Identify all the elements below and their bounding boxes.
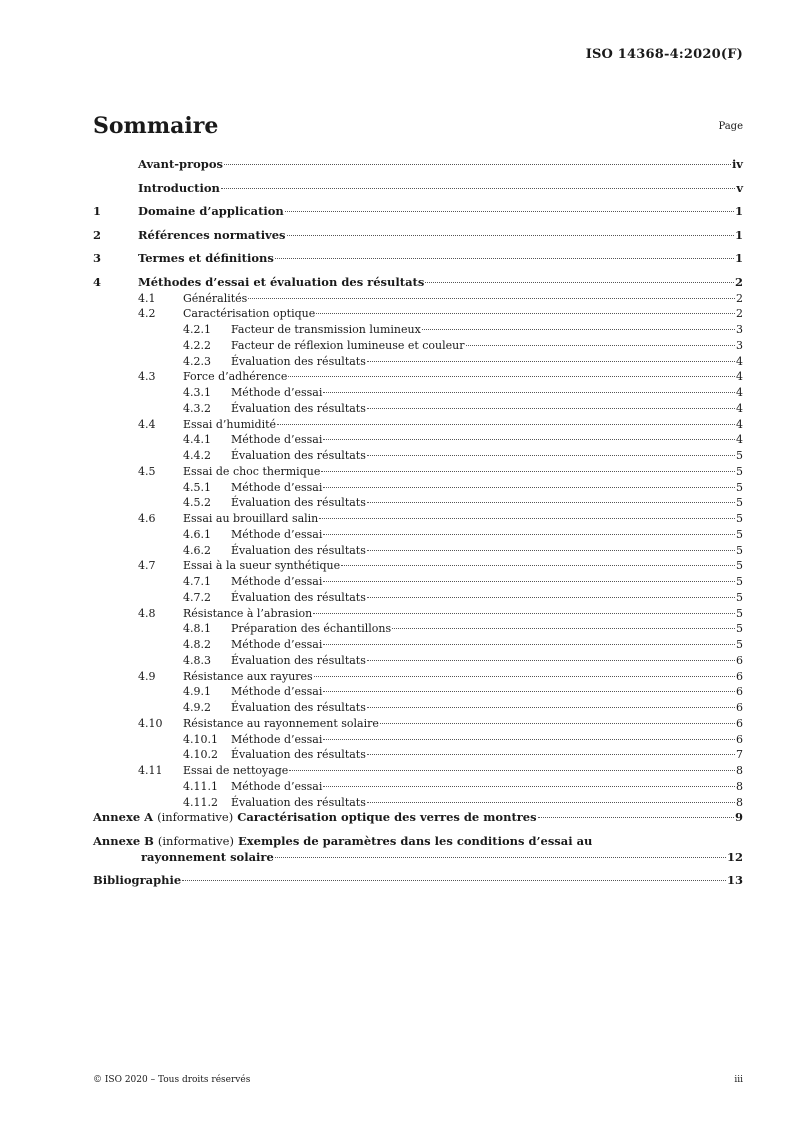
toc-leader-dots — [277, 424, 735, 425]
toc-annex-entry[interactable] — [93, 810, 743, 826]
table-of-contents — [93, 157, 743, 889]
toc-entry[interactable] — [93, 369, 743, 385]
toc-leader-dots — [367, 802, 735, 803]
toc-entry[interactable] — [93, 464, 743, 480]
toc-entry[interactable] — [93, 653, 743, 669]
toc-entry-page: 5 — [736, 480, 743, 494]
toc-leader-dots — [275, 258, 734, 259]
toc-entry[interactable] — [93, 558, 743, 574]
toc-annex-prefix: Annexe A — [93, 810, 154, 825]
toc-entry-title: Méthodes d’essai et évaluation des résultats — [138, 274, 425, 289]
toc-entry-number: 4.1 — [138, 291, 156, 305]
toc-entry-number: 4.3 — [138, 370, 156, 384]
toc-entry[interactable] — [93, 480, 743, 496]
toc-entry-title: Méthode d’essai — [231, 527, 323, 541]
page-column-label: Page — [718, 121, 743, 132]
toc-entry[interactable] — [93, 716, 743, 732]
toc-leader-dots — [367, 597, 735, 598]
toc-entry-page: 6 — [736, 685, 743, 699]
toc-annex-heading — [93, 810, 537, 826]
toc-entry-title: Introduction — [138, 180, 220, 195]
toc-entry-number: 3 — [93, 251, 102, 266]
toc-entry-title: Méthode d’essai — [231, 638, 323, 652]
toc-entry[interactable] — [93, 251, 743, 267]
toc-entry-number: 2 — [93, 227, 102, 242]
toc-leader-dots — [316, 313, 735, 314]
toc-entry[interactable] — [93, 432, 743, 448]
toc-leader-dots — [380, 723, 735, 724]
toc-leader-dots — [367, 408, 735, 409]
toc-entry[interactable] — [93, 322, 743, 338]
toc-entry-page: 6 — [736, 732, 743, 746]
toc-entry-page: 8 — [736, 795, 743, 809]
toc-entry-title: Évaluation des résultats — [231, 496, 366, 510]
toc-entry-title: Résistance à l’abrasion — [183, 606, 313, 620]
toc-annex-title: Caractérisation optique des verres de montres — [237, 810, 537, 825]
toc-leader-dots — [221, 188, 735, 189]
toc-entry-title: Facteur de réflexion lumineuse et couleur — [231, 338, 465, 352]
toc-entry-number: 4.9.1 — [183, 685, 211, 699]
toc-entry-title: Préparation des échantillons — [231, 622, 392, 636]
toc-leader-dots — [323, 739, 735, 740]
toc-leader-dots — [323, 581, 735, 582]
toc-entry-number: 1 — [93, 204, 102, 219]
toc-entry-page: 8 — [736, 779, 743, 793]
toc-entry-number: 4.9 — [138, 669, 156, 683]
toc-entry-page: 4 — [736, 354, 743, 368]
toc-entry[interactable] — [93, 204, 743, 220]
toc-entry-title: Essai à la sueur synthétique — [183, 559, 341, 573]
toc-entry-page: 5 — [736, 590, 743, 604]
toc-entry[interactable] — [93, 527, 743, 543]
toc-entry-page: 4 — [736, 386, 743, 400]
footer-copyright: © ISO 2020 – Tous droits réservés — [93, 1075, 251, 1085]
toc-entry[interactable] — [93, 700, 743, 716]
toc-entry-page: 9 — [734, 810, 743, 825]
toc-entry-page: v — [736, 180, 743, 195]
toc-entry-title: Domaine d’application — [138, 204, 284, 219]
toc-annex-type: (informative) — [157, 810, 234, 825]
toc-entry-page: 5 — [736, 512, 743, 526]
toc-leader-dots — [321, 471, 735, 472]
toc-annex-title-cont: rayonnement solaire — [141, 849, 274, 864]
toc-entry-page: 1 — [734, 204, 743, 219]
page-title: Sommaire — [93, 113, 219, 139]
toc-entry-title: Caractérisation optique — [183, 307, 316, 321]
toc-entry-title: Évaluation des résultats — [231, 701, 366, 715]
toc-entry-number: 4.6 — [138, 512, 156, 526]
toc-entry[interactable] — [93, 574, 743, 590]
toc-entry-page: 5 — [736, 622, 743, 636]
toc-entry-title: Évaluation des résultats — [231, 449, 366, 463]
toc-entry[interactable] — [93, 795, 743, 811]
toc-entry-number: 4 — [93, 274, 102, 289]
toc-entry-page: 5 — [736, 464, 743, 478]
toc-entry-page: 5 — [736, 575, 743, 589]
toc-entry-number: 4.9.2 — [183, 701, 211, 715]
toc-entry-title: Évaluation des résultats — [231, 748, 366, 762]
toc-entry-number: 4.11 — [138, 764, 163, 778]
toc-entry[interactable] — [93, 747, 743, 763]
footer-page-number: iii — [734, 1075, 743, 1085]
toc-entry-number: 4.8.2 — [183, 638, 211, 652]
toc-leader-dots — [323, 786, 735, 787]
toc-entry-title: Avant-propos — [138, 157, 223, 171]
toc-leader-dots — [367, 455, 735, 456]
toc-entry-number: 4.8.3 — [183, 653, 211, 667]
toc-entry-page: 6 — [736, 701, 743, 715]
toc-leader-dots — [323, 644, 735, 645]
toc-leader-dots — [538, 817, 734, 818]
toc-entry-title: Méthode d’essai — [231, 386, 323, 400]
toc-entry-page: 5 — [736, 543, 743, 557]
toc-bibliography-entry[interactable] — [93, 873, 743, 889]
toc-entry-title: Méthode d’essai — [231, 685, 323, 699]
toc-entry[interactable] — [93, 511, 743, 527]
toc-entry[interactable] — [93, 763, 743, 779]
toc-entry-page: 5 — [736, 496, 743, 510]
toc-leader-dots — [289, 770, 735, 771]
toc-entry-title: Évaluation des résultats — [231, 354, 366, 368]
toc-leader-dots — [275, 857, 726, 858]
toc-entry-number: 4.3.1 — [183, 386, 211, 400]
toc-entry-title: Essai au brouillard salin — [183, 512, 319, 526]
toc-entry[interactable] — [93, 606, 743, 622]
toc-entry-number: 4.7.2 — [183, 590, 211, 604]
toc-entry-page: 5 — [736, 638, 743, 652]
toc-entry-title: Évaluation des résultats — [231, 653, 366, 667]
toc-entry-number: 4.3.2 — [183, 401, 211, 415]
toc-entry-number: 4.4 — [138, 417, 156, 431]
toc-entry[interactable] — [93, 621, 743, 637]
toc-entry-number: 4.7.1 — [183, 575, 211, 589]
toc-entry-page: 12 — [726, 849, 743, 864]
toc-entry-number: 4.8 — [138, 606, 156, 620]
toc-entry-title: Évaluation des résultats — [231, 401, 366, 415]
toc-entry[interactable] — [93, 779, 743, 795]
toc-entry-title: Références normatives — [138, 227, 286, 242]
toc-annex-line — [93, 850, 743, 866]
toc-entry-number: 4.7 — [138, 559, 156, 573]
toc-entry-page: 5 — [736, 527, 743, 541]
document-id: ISO 14368-4:2020(F) — [585, 47, 743, 62]
toc-leader-dots — [224, 164, 731, 165]
toc-entry-number: 4.4.1 — [183, 433, 211, 447]
toc-entry-title: Essai d’humidité — [183, 417, 277, 431]
toc-entry-page: 8 — [736, 764, 743, 778]
toc-entry[interactable] — [93, 157, 743, 173]
toc-entry-title: Force d’adhérence — [183, 370, 288, 384]
toc-entry-title: Bibliographie — [93, 873, 182, 888]
toc-entry[interactable] — [93, 684, 743, 700]
toc-entry-number: 4.2.3 — [183, 354, 211, 368]
toc-entry-page: iv — [731, 157, 743, 171]
toc-entry-title: Essai de nettoyage — [183, 764, 289, 778]
toc-entry-number: 4.2.2 — [183, 338, 211, 352]
toc-leader-dots — [425, 282, 734, 283]
toc-entry-number: 4.6.2 — [183, 543, 211, 557]
toc-entry-title: Résistance au rayonnement solaire — [183, 716, 379, 730]
toc-entry-number: 4.2 — [138, 307, 156, 321]
toc-leader-dots — [323, 392, 735, 393]
toc-entry-number: 4.10.2 — [183, 748, 218, 762]
toc-entry[interactable] — [93, 181, 743, 197]
toc-annex-line — [93, 834, 743, 850]
toc-entry[interactable] — [93, 669, 743, 685]
toc-entry[interactable] — [93, 385, 743, 401]
toc-entry-page: 13 — [726, 873, 743, 888]
toc-entry-number: 4.11.1 — [183, 779, 218, 793]
toc-entry-number: 4.2.1 — [183, 323, 211, 337]
toc-entry-page: 5 — [736, 559, 743, 573]
toc-annex-line — [93, 810, 743, 826]
toc-entry-title: Méthode d’essai — [231, 575, 323, 589]
toc-leader-dots — [341, 565, 735, 566]
toc-annex-title: Exemples de paramètres dans les conditions d’essai au — [238, 833, 593, 848]
toc-entry[interactable] — [93, 291, 743, 307]
toc-entry[interactable] — [93, 448, 743, 464]
toc-leader-dots — [182, 880, 726, 881]
toc-entry-title: Méthode d’essai — [231, 779, 323, 793]
toc-entry-page: 4 — [736, 417, 743, 431]
toc-leader-dots — [367, 754, 735, 755]
toc-leader-dots — [367, 660, 735, 661]
toc-leader-dots — [367, 361, 735, 362]
toc-entry-number: 4.4.2 — [183, 449, 211, 463]
toc-leader-dots — [248, 298, 735, 299]
toc-leader-dots — [367, 550, 735, 551]
toc-entry-title: Résistance aux rayures — [183, 669, 313, 683]
toc-entry-page: 5 — [736, 449, 743, 463]
toc-entry[interactable] — [93, 732, 743, 748]
toc-entry-number: 4.6.1 — [183, 527, 211, 541]
toc-leader-dots — [466, 345, 735, 346]
toc-entry-title: Facteur de transmission lumineux — [231, 323, 421, 337]
toc-entry-title: Évaluation des résultats — [231, 795, 366, 809]
toc-entry-page: 4 — [736, 370, 743, 384]
toc-leader-dots — [422, 329, 735, 330]
toc-entry-number: 4.10 — [138, 716, 163, 730]
toc-entry-title: Méthode d’essai — [231, 732, 323, 746]
toc-entry[interactable] — [93, 338, 743, 354]
toc-entry-title: Évaluation des résultats — [231, 590, 366, 604]
toc-leader-dots — [323, 439, 735, 440]
toc-entry-title: Méthode d’essai — [231, 480, 323, 494]
toc-entry-number: 4.11.2 — [183, 795, 218, 809]
toc-leader-dots — [314, 676, 735, 677]
toc-entry-page: 6 — [736, 653, 743, 667]
toc-entry[interactable] — [93, 543, 743, 559]
toc-annex-prefix: Annexe B — [93, 833, 154, 848]
toc-entry-title: Généralités — [183, 291, 248, 305]
toc-entry-page: 5 — [736, 606, 743, 620]
toc-entry-page: 4 — [736, 433, 743, 447]
toc-entry-number: 4.5 — [138, 464, 156, 478]
toc-entry-page: 4 — [736, 401, 743, 415]
toc-entry[interactable] — [93, 590, 743, 606]
toc-entry-title: Essai de choc thermique — [183, 464, 321, 478]
toc-entry-number: 4.5.1 — [183, 480, 211, 494]
toc-entry[interactable] — [93, 228, 743, 244]
toc-entry-page: 2 — [736, 307, 743, 321]
toc-leader-dots — [323, 534, 735, 535]
toc-entry[interactable] — [93, 495, 743, 511]
toc-entry[interactable] — [93, 306, 743, 322]
toc-entry-page: 2 — [734, 274, 743, 289]
toc-entry[interactable] — [93, 401, 743, 417]
toc-leader-dots — [367, 707, 735, 708]
toc-entry-page: 6 — [736, 669, 743, 683]
toc-leader-dots — [367, 502, 735, 503]
toc-entry[interactable] — [93, 417, 743, 433]
toc-entry[interactable] — [93, 354, 743, 370]
toc-annex-entry[interactable] — [93, 834, 743, 865]
toc-entry-page: 1 — [734, 227, 743, 242]
toc-entry-title: Termes et définitions — [138, 251, 274, 266]
toc-entry-title: Méthode d’essai — [231, 433, 323, 447]
toc-entry-page: 3 — [736, 338, 743, 352]
toc-leader-dots — [319, 518, 735, 519]
toc-entry[interactable] — [93, 637, 743, 653]
toc-entry-title: Évaluation des résultats — [231, 543, 366, 557]
toc-leader-dots — [288, 376, 735, 377]
toc-entry-number: 4.5.2 — [183, 496, 211, 510]
toc-leader-dots — [323, 691, 735, 692]
toc-leader-dots — [287, 235, 734, 236]
toc-entry-page: 2 — [736, 291, 743, 305]
toc-annex-type: (informative) — [157, 833, 234, 848]
toc-entry-page: 3 — [736, 323, 743, 337]
toc-entry-number: 4.10.1 — [183, 732, 218, 746]
toc-entry[interactable] — [93, 275, 743, 291]
toc-entry-page: 1 — [734, 251, 743, 266]
toc-leader-dots — [323, 487, 735, 488]
toc-entry-page: 6 — [736, 716, 743, 730]
toc-leader-dots — [285, 211, 734, 212]
toc-leader-dots — [313, 613, 735, 614]
toc-leader-dots — [392, 628, 735, 629]
toc-entry-number: 4.8.1 — [183, 622, 211, 636]
toc-entry-page: 7 — [736, 748, 743, 762]
